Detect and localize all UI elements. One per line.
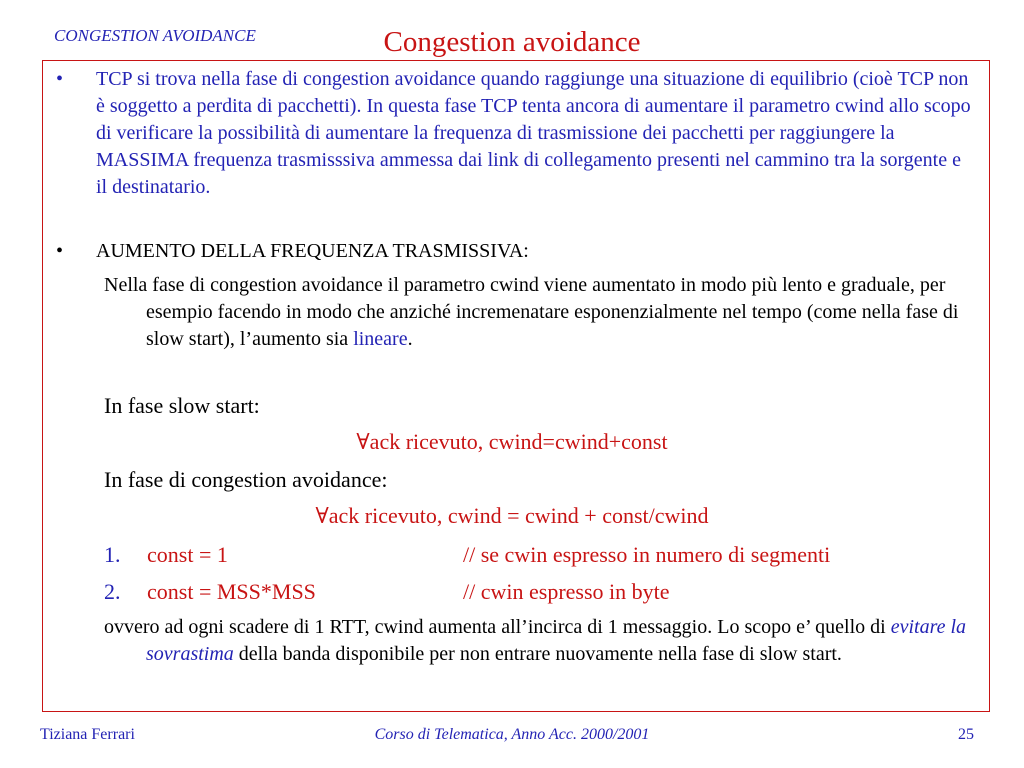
list-number: 2. [104,579,121,604]
footer-course: Corso di Telematica, Anno Acc. 2000/2001 [374,726,650,743]
sub-paragraph-highlight: lineare [353,328,408,350]
bullet-text-tcp-equilibrium: TCP si trova nella fase di congestion avoidance quando raggiunge una situazione di equilibrio (cioè TCP non è soggetto a perdita di pacchetti). In questa fase TCP tenta ancora di aumentare il parametro cwind allo scopo di verificare la possibilità di aumentare la frequenza di trasmissione dei pacchetti per raggiungere la MASSIMA frequenza trasmisssiva ammessa dai link di collegamento presenti nel cammino tra la sorgente e il destinatario. [96,68,971,198]
bullet-marker: • [56,68,64,90]
list-number: 1. [104,542,121,567]
section-tag: CONGESTION AVOIDANCE [54,26,256,45]
list-formula: const = MSS*MSS [147,579,316,604]
numbered-item [104,578,121,605]
list-comment: // se cwin espresso in numero di segmenti [463,542,831,567]
sub-paragraph-text: Nella fase di congestion avoidance il parametro cwind viene aumentato in modo più lento e graduale, per esempio facendo in modo che anziché incremenatare esponenzialmente nel tempo (come nella fase di slow start), l’aumento sia [104,274,959,350]
page-number: 25 [958,726,974,743]
list-comment: // cwin espresso in byte [463,579,670,604]
sub-paragraph [104,272,976,353]
closing-paragraph [104,614,976,668]
list-formula: const = 1 [147,542,228,567]
bullet-text-aumento: AUMENTO DELLA FREQUENZA TRASMISSIVA: [96,240,529,262]
sub-paragraph-end: . [407,328,413,350]
footer-author: Tiziana Ferrari [40,726,135,743]
slide-title: Congestion avoidance [383,26,641,58]
congestion-avoidance-label: In fase di congestion avoidance: [104,467,388,492]
numbered-item [104,541,121,568]
closing-end: della banda disponibile per non entrare nuovamente nella fase di slow start. [233,643,842,665]
closing-highlight: evitare la sovrastima [146,616,967,665]
congestion-avoidance-equation: ∀ack ricevuto, cwind = cwind + const/cwind [315,503,709,528]
closing-text: ovvero ad ogni scadere di 1 RTT, cwind aumenta all’incirca di 1 messaggio. Lo scopo e’ quello di [104,616,891,638]
bullet-marker: • [56,240,64,262]
slow-start-label: In fase slow start: [104,393,260,418]
slow-start-equation: ∀ack ricevuto, cwind=cwind+const [356,429,668,454]
